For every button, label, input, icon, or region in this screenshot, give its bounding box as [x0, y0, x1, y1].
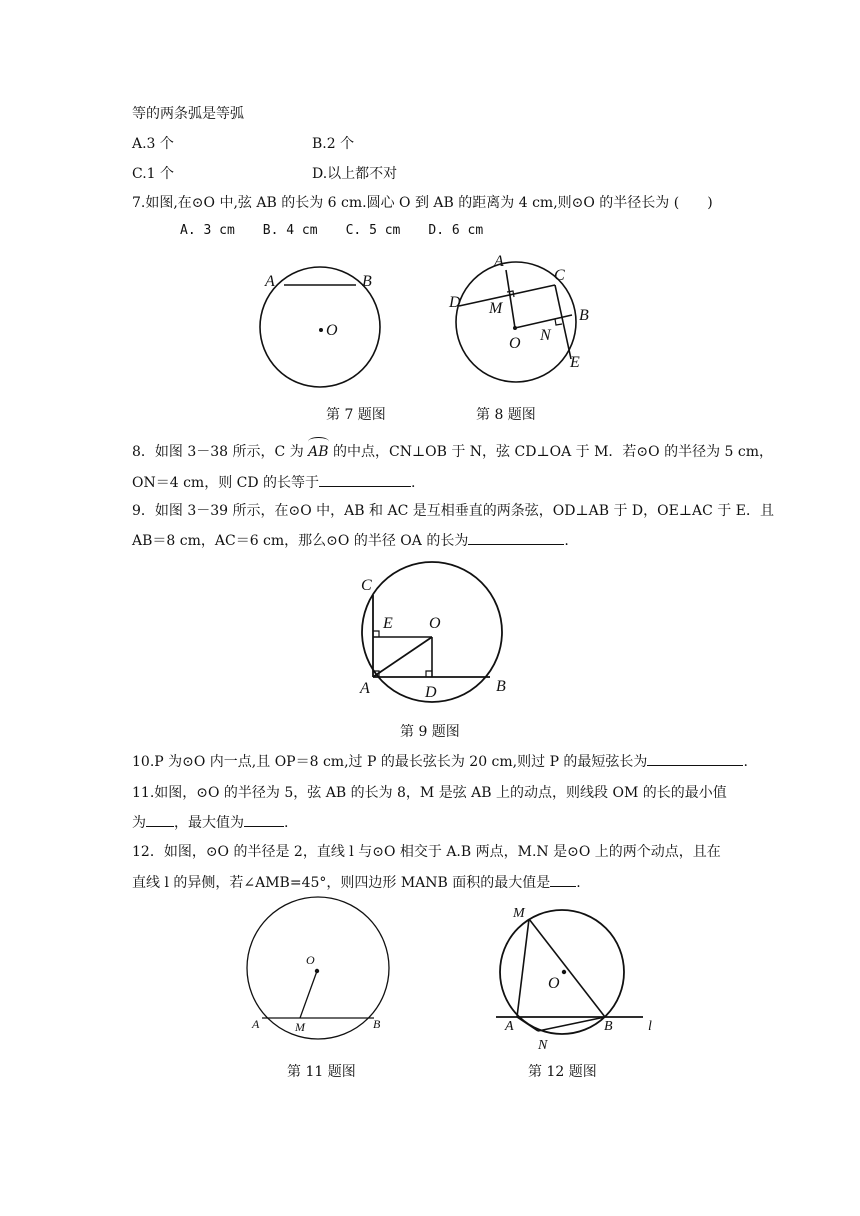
q6-option-b: B.2 个: [312, 136, 355, 152]
q9-line-2-text: AB＝8 cm，AC＝6 cm，那么⊙O 的半径 OA 的长为: [132, 533, 469, 549]
fig9-label-o: O: [429, 615, 441, 632]
q8-arc-ab: AB: [308, 444, 329, 460]
fig12-segment-mb: [529, 919, 605, 1017]
fig9-caption: 第 9 题图: [400, 724, 460, 740]
fig12-label-m: M: [513, 906, 525, 921]
q12-answer-blank: [550, 872, 576, 887]
fig8-caption: 第 8 题图: [476, 407, 536, 423]
fig11-label-b: B: [373, 1017, 381, 1031]
q9-line-2: AB＝8 cm，AC＝6 cm，那么⊙O 的半径 OA 的长为 .: [132, 530, 569, 551]
fig11-caption: 第 11 题图: [287, 1064, 356, 1080]
fig9-label-b: B: [496, 678, 506, 695]
q6-option-d: D.以上都不对: [312, 166, 398, 182]
figure-8: [440, 250, 610, 400]
q11-line-2-c: .: [284, 815, 289, 831]
q9-answer-blank: [468, 530, 564, 545]
fig12-label-o: O: [548, 975, 560, 992]
q10-answer-blank: [647, 751, 743, 766]
q12-end: .: [576, 875, 581, 891]
fig8-label-a: A: [494, 253, 504, 270]
figure-12: [490, 898, 670, 1058]
fig11-label-a: A: [252, 1017, 260, 1031]
q6-option-c: C.1 个: [132, 166, 175, 182]
fig12-caption: 第 12 题图: [528, 1064, 597, 1080]
q8-line-2-text: ON＝4 cm，则 CD 的长等于: [132, 475, 320, 491]
fig8-label-n: N: [540, 327, 551, 344]
q8-line-2: ON＝4 cm，则 CD 的长等于 .: [132, 472, 416, 493]
q11-min-blank: [146, 812, 174, 827]
fig8-label-o: O: [509, 335, 521, 352]
fig8-radius-oa: [506, 270, 515, 328]
q10-line: [132, 751, 748, 772]
fig8-right-angle-n: [555, 319, 562, 325]
fig9-label-e: E: [383, 615, 393, 632]
q7-option-c: C. 5 cm: [345, 223, 401, 238]
q12-line-1: 12．如图，⊙O 的半径是 2，直线 l 与⊙O 相交于 A.B 两点，M.N 是⊙O 上的两个动点，且在: [132, 844, 721, 860]
q11-line-2: [132, 812, 288, 833]
q9-line-1: 9．如图 3－39 所示，在⊙O 中，AB 和 AC 是互相垂直的两条弦，OD⊥AB 于 D，OE⊥AC 于 E．且: [132, 503, 774, 519]
fig8-label-m: M: [489, 300, 503, 317]
q8-line-1: [132, 442, 773, 462]
q7-option-a: A. 3 cm: [180, 223, 235, 238]
q7-options: [180, 223, 511, 238]
q12-line-2: [132, 872, 581, 893]
q7-option-b: B. 4 cm: [262, 223, 318, 238]
q8-answer-blank: [319, 472, 411, 487]
q6-tail: 等的两条弧是等弧: [132, 106, 244, 122]
q10-text: 10.P 为⊙O 内一点,且 OP＝8 cm,过 P 的最长弦长为 20 cm,则过 P 的最短弦长为: [132, 754, 648, 770]
fig12-segment-ma: [517, 919, 529, 1017]
fig9-label-a: A: [360, 680, 370, 697]
q11-line-2-b: ，最大值为: [174, 815, 244, 831]
q11-max-blank: [244, 812, 284, 827]
fig7-caption: 第 7 题图: [326, 407, 386, 423]
fig9-radius-oa: [373, 637, 432, 677]
q8-line-1-end: 的中点，CN⊥OB 于 N，弦 CD⊥OA 于 M．若⊙O 的半径为 5 cm，: [333, 444, 774, 460]
fig11-segment-om: [300, 971, 317, 1018]
fig9-label-c: C: [361, 577, 372, 594]
fig8-label-c: C: [554, 267, 565, 284]
fig11-label-o: O: [306, 953, 315, 967]
fig8-chord-cd: [459, 285, 555, 306]
fig7-label-o: O: [326, 322, 338, 339]
fig12-label-a: A: [505, 1019, 514, 1034]
fig7-label-b: B: [362, 273, 372, 290]
fig12-segment-an: [517, 1017, 538, 1031]
fig11-center-dot: [315, 969, 319, 973]
q8-line-1-start: 8．如图 3－38 所示，C 为: [132, 444, 304, 460]
fig7-label-a: A: [265, 273, 275, 290]
q6-option-a: A.3 个: [132, 136, 174, 152]
q7-text: 7.如图,在⊙O 中,弦 AB 的长为 6 cm.圆心 O 到 AB 的距离为 4 cm,则⊙O 的半径长为 ( ): [132, 195, 713, 211]
fig7-center-dot: [319, 328, 323, 332]
fig8-label-d: D: [449, 294, 461, 311]
q7-option-d: D. 6 cm: [428, 223, 484, 238]
fig12-label-b: B: [604, 1019, 613, 1034]
q11-line-2-a: 为: [132, 815, 146, 831]
fig9-circle: [362, 562, 502, 702]
fig11-label-m: M: [295, 1020, 305, 1034]
fig8-center-dot: [513, 326, 517, 330]
q11-line-1: 11.如图，⊙O 的半径为 5，弦 AB 的长为 8，M 是弦 AB 上的动点，则线段 OM 的长的最小值: [132, 785, 727, 801]
fig8-label-b: B: [579, 307, 589, 324]
q12-line-2-text: 直线 l 的异侧，若∠AMB=45°，则四边形 MANB 面积的最大值是: [132, 875, 551, 891]
fig8-label-e: E: [570, 354, 580, 371]
figure-11: [240, 895, 400, 1045]
figure-7: [250, 262, 400, 402]
fig12-label-n: N: [538, 1038, 548, 1053]
fig9-label-d: D: [425, 684, 437, 701]
figure-9: [355, 565, 525, 705]
q10-end: .: [743, 754, 748, 770]
fig8-segment-cn: [555, 285, 571, 359]
fig12-label-l: l: [648, 1019, 652, 1034]
fig12-center-dot: [562, 970, 566, 974]
